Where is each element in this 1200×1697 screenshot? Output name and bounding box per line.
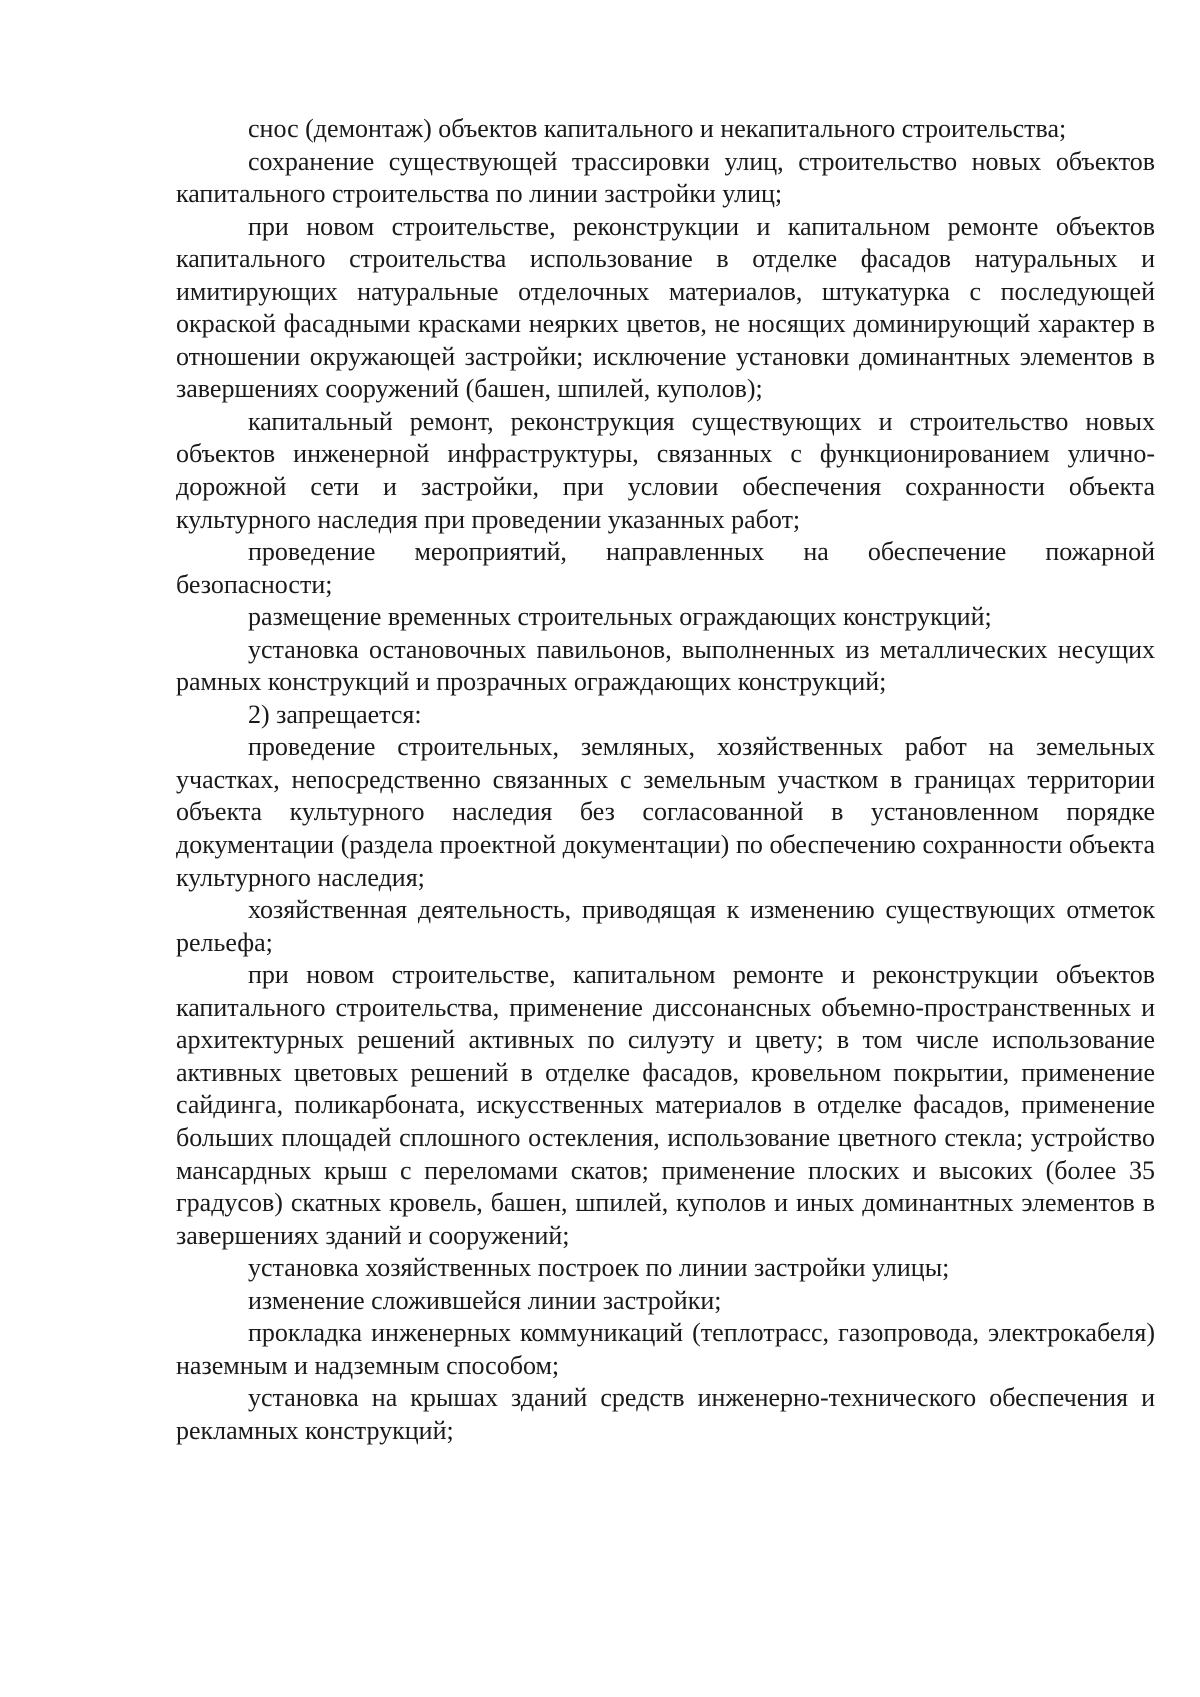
paragraph-dissonant-solutions: при новом строительстве, капитальном ремонте и реконструкции объектов капитального строительства, применение диссонансных объемно-пространственных и архитектурных решений активных по силуэту и цвету; в том числе использование активных цветовых решений в отделке фасадов, кровельном покрытии, применение сайдинга, поликарбоната, искусственных материалов в отделке фасадов, применение больших площадей сплошного остекления, использование цветного стекла; устройство мансардных крыш с переломами скатов; применение плоских и высоких (более 35 градусов) скатных кровель, башен, шпилей, куполов и иных доминантных элементов в завершениях зданий и сооружений; <box>176 960 1155 1250</box>
paragraph-relief-changes: хозяйственная деятельность, приводящая к изменению существующих отметок рельефа; <box>176 895 1155 957</box>
paragraph-outbuildings: установка хозяйственных построек по линии застройки улицы; <box>248 1253 950 1283</box>
paragraph-engineering-infrastructure: капитальный ремонт, реконструкция существующих и строительство новых объектов инженерной инфраструктуры, связанных с функционированием улично-дорожной сети и застройки, при условии обеспечения сохранности объекта культурного наследия при проведении указанных работ; <box>176 406 1155 534</box>
paragraph-temporary-fencing: размещение временных строительных ограждающих конструкций; <box>248 602 992 632</box>
section-prohibited-heading: 2) запрещается: <box>248 699 422 729</box>
document-body <box>176 113 1155 1447</box>
paragraph-building-line: изменение сложившейся линии застройки; <box>248 1285 722 1315</box>
paragraph-bus-shelters: установка остановочных павильонов, выполненных из металлических несущих рамных конструкций и прозрачных ограждающих конструкций; <box>176 634 1155 697</box>
paragraph-demolition: снос (демонтаж) объектов капитального и некапитального строительства; <box>248 114 1067 143</box>
paragraph-street-layout: сохранение существующей трассировки улиц, строительство новых объектов капитального строительства по линии застройки улиц; <box>176 146 1155 209</box>
paragraph-roof-equipment: установка на крышах зданий средств инженерно-технического обеспечения и рекламных конструкций; <box>176 1383 1155 1445</box>
paragraph-fire-safety: проведение мероприятий, направленных на обеспечение пожарной безопасности; <box>176 537 1155 599</box>
paragraph-utility-lines: прокладка инженерных коммуникаций (теплотрасс, газопровода, электрокабеля) наземным и надземным способом; <box>176 1318 1155 1380</box>
paragraph-facade-materials: при новом строительстве, реконструкции и капитальном ремонте объектов капитального строительства использование в отделке фасадов натуральных и имитирующих натуральные отделочных материалов, штукатурка с последующей окраской фасадными красками неярких цветов, не носящих доминирующий характер в отношении окружающей застройки; исключение установки доминантных элементов в завершениях сооружений (башен, шпилей, куполов); <box>176 211 1155 404</box>
paragraph-construction-works: проведение строительных, земляных, хозяйственных работ на земельных участках, непосредственно связанных с земельным участком в границах территории объекта культурного наследия без согласованной в установленном порядке документации (раздела проектной документации) по обеспечению сохранности объекта культурного наследия; <box>176 732 1155 892</box>
